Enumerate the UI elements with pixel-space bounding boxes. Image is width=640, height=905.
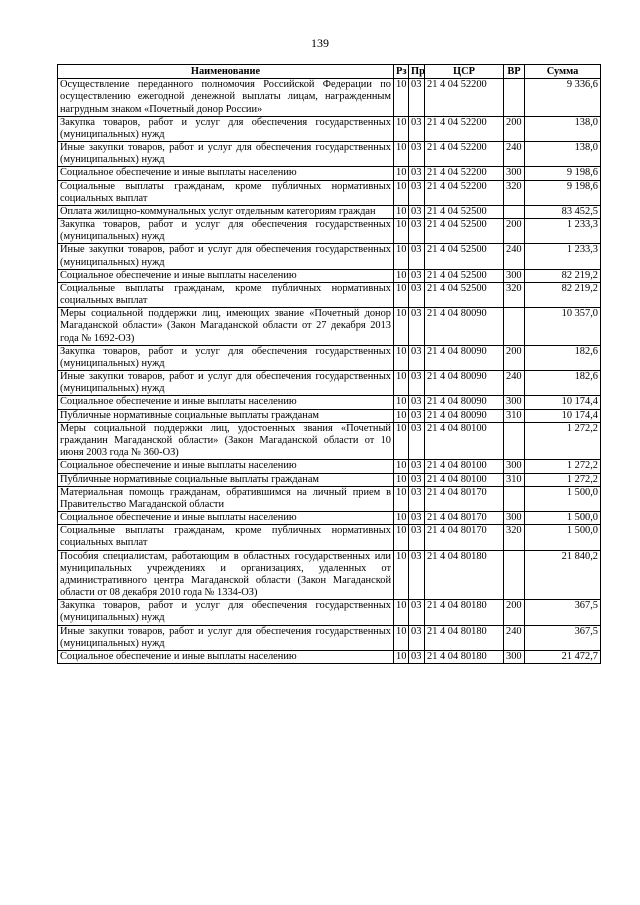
row-name-cell: Закупка товаров, работ и услуг для обеспечения государственных (муниципальных) нужд [58,600,394,625]
row-csr-cell: 21 4 04 52500 [425,205,504,218]
row-csr-cell: 21 4 04 80100 [425,422,504,460]
row-vr-cell: 310 [504,473,525,486]
row-name-cell: Иные закупки товаров, работ и услуг для обеспечения государственных (муниципальных) нужд [58,142,394,167]
budget-table [57,64,601,664]
row-csr-cell: 21 4 04 52200 [425,79,504,117]
row-pr-cell: 03 [409,142,425,167]
row-pr-cell: 03 [409,167,425,180]
row-vr-cell: 320 [504,525,525,550]
row-pr-cell: 03 [409,625,425,650]
row-name-cell: Закупка товаров, работ и услуг для обеспечения государственных (муниципальных) нужд [58,345,394,370]
table-row [58,550,601,600]
row-vr-cell: 240 [504,371,525,396]
row-name-cell: Социальное обеспечение и иные выплаты населению [58,512,394,525]
row-vr-cell: 300 [504,650,525,663]
row-csr-cell: 21 4 04 80090 [425,396,504,409]
row-sum-cell: 82 219,2 [525,269,601,282]
table-row [58,167,601,180]
row-vr-cell: 320 [504,282,525,307]
row-name-cell: Пособия специалистам, работающим в областных государственных или муниципальных учреждениях и организациях, удаленных от административного центра Магаданской области (Закон Магаданской области от 08 декабря 2010 года № 1334-ОЗ) [58,550,394,600]
row-rz-cell: 10 [394,269,409,282]
row-rz-cell: 10 [394,460,409,473]
row-pr-cell: 03 [409,473,425,486]
table-row [58,512,601,525]
row-vr-cell: 240 [504,142,525,167]
row-name-cell: Социальные выплаты гражданам, кроме публичных нормативных социальных выплат [58,525,394,550]
row-name-cell: Социальное обеспечение и иные выплаты населению [58,460,394,473]
row-rz-cell: 10 [394,142,409,167]
row-vr-cell: 320 [504,180,525,205]
row-sum-cell: 9 198,6 [525,167,601,180]
row-sum-cell: 1 500,0 [525,512,601,525]
row-rz-cell: 10 [394,600,409,625]
row-csr-cell: 21 4 04 52500 [425,244,504,269]
row-sum-cell: 182,6 [525,371,601,396]
row-rz-cell: 10 [394,422,409,460]
row-pr-cell: 03 [409,205,425,218]
row-sum-cell: 1 272,2 [525,422,601,460]
row-sum-cell: 9 336,6 [525,79,601,117]
row-csr-cell: 21 4 04 80170 [425,512,504,525]
row-name-cell: Социальное обеспечение и иные выплаты населению [58,269,394,282]
table-row [58,244,601,269]
row-rz-cell: 10 [394,625,409,650]
row-name-cell: Социальное обеспечение и иные выплаты населению [58,167,394,180]
row-csr-cell: 21 4 04 80090 [425,371,504,396]
table-row [58,79,601,117]
row-pr-cell: 03 [409,600,425,625]
row-sum-cell: 367,5 [525,625,601,650]
row-vr-cell [504,79,525,117]
table-row [58,650,601,663]
row-name-cell: Закупка товаров, работ и услуг для обеспечения государственных (муниципальных) нужд [58,116,394,141]
row-name-cell: Закупка товаров, работ и услуг для обеспечения государственных (муниципальных) нужд [58,219,394,244]
column-header-pr: Пр [409,65,425,79]
table-row [58,396,601,409]
row-pr-cell: 03 [409,486,425,511]
row-rz-cell: 10 [394,180,409,205]
table-row [58,282,601,307]
row-vr-cell: 200 [504,345,525,370]
row-rz-cell: 10 [394,282,409,307]
row-csr-cell: 21 4 04 52500 [425,219,504,244]
row-vr-cell: 240 [504,244,525,269]
row-sum-cell: 1 272,2 [525,460,601,473]
row-sum-cell: 1 233,3 [525,219,601,244]
table-row [58,460,601,473]
column-header-name: Наименование [58,65,394,79]
row-sum-cell: 10 174,4 [525,409,601,422]
row-name-cell: Социальное обеспечение и иные выплаты населению [58,650,394,663]
page-number: 139 [311,36,329,50]
row-vr-cell [504,486,525,511]
row-sum-cell: 82 219,2 [525,282,601,307]
row-name-cell: Публичные нормативные социальные выплаты гражданам [58,473,394,486]
row-pr-cell: 03 [409,525,425,550]
row-pr-cell: 03 [409,422,425,460]
row-pr-cell: 03 [409,219,425,244]
row-sum-cell: 21 840,2 [525,550,601,600]
column-header-sum: Сумма [525,65,601,79]
row-vr-cell [504,422,525,460]
row-csr-cell: 21 4 04 80170 [425,525,504,550]
row-name-cell: Материальная помощь гражданам, обратившимся на личный прием в Правительство Магаданской области [58,486,394,511]
row-pr-cell: 03 [409,396,425,409]
row-name-cell: Меры социальной поддержки лиц, имеющих звание «Почетный донор Магаданской области» (Закон Магаданской области от 27 декабря 2013 года № 1692-ОЗ) [58,308,394,346]
row-sum-cell: 21 472,7 [525,650,601,663]
row-name-cell: Меры социальной поддержки лиц, удостоенных звания «Почетный гражданин Магаданской области» (Закон Магаданской области от 10 июня 2003 года № 360-ОЗ) [58,422,394,460]
row-rz-cell: 10 [394,550,409,600]
row-sum-cell: 182,6 [525,345,601,370]
row-csr-cell: 21 4 04 80170 [425,486,504,511]
row-sum-cell: 1 272,2 [525,473,601,486]
row-csr-cell: 21 4 04 80100 [425,460,504,473]
column-header-csr: ЦСР [425,65,504,79]
row-csr-cell: 21 4 04 52200 [425,167,504,180]
row-rz-cell: 10 [394,308,409,346]
row-sum-cell: 138,0 [525,142,601,167]
row-sum-cell: 10 357,0 [525,308,601,346]
row-pr-cell: 03 [409,244,425,269]
table-row [58,308,601,346]
row-rz-cell: 10 [394,244,409,269]
row-sum-cell: 1 233,3 [525,244,601,269]
row-csr-cell: 21 4 04 80090 [425,345,504,370]
row-vr-cell: 300 [504,512,525,525]
row-csr-cell: 21 4 04 52500 [425,282,504,307]
table-row [58,486,601,511]
table-row [58,269,601,282]
row-pr-cell: 03 [409,282,425,307]
column-header-rz: Рз [394,65,409,79]
row-pr-cell: 03 [409,116,425,141]
row-rz-cell: 10 [394,205,409,218]
row-name-cell: Иные закупки товаров, работ и услуг для обеспечения государственных (муниципальных) нужд [58,371,394,396]
table-row [58,600,601,625]
row-name-cell: Социальные выплаты гражданам, кроме публичных нормативных социальных выплат [58,282,394,307]
row-csr-cell: 21 4 04 80180 [425,550,504,600]
row-name-cell: Осуществление переданного полномочия Российской Федерации по осуществлению ежегодной денежной выплаты лицам, награжденным нагрудным знаком «Почетный донор России» [58,79,394,117]
row-csr-cell: 21 4 04 80180 [425,625,504,650]
row-name-cell: Социальное обеспечение и иные выплаты населению [58,396,394,409]
row-rz-cell: 10 [394,116,409,141]
row-sum-cell: 83 452,5 [525,205,601,218]
row-rz-cell: 10 [394,473,409,486]
row-csr-cell: 21 4 04 80090 [425,409,504,422]
row-pr-cell: 03 [409,371,425,396]
row-pr-cell: 03 [409,269,425,282]
table-row [58,142,601,167]
table-row [58,409,601,422]
row-name-cell: Публичные нормативные социальные выплаты гражданам [58,409,394,422]
table-row [58,525,601,550]
row-csr-cell: 21 4 04 80090 [425,308,504,346]
table-row [58,473,601,486]
row-vr-cell: 300 [504,460,525,473]
row-pr-cell: 03 [409,180,425,205]
row-rz-cell: 10 [394,79,409,117]
table-row [58,625,601,650]
row-csr-cell: 21 4 04 80180 [425,650,504,663]
row-vr-cell: 300 [504,396,525,409]
row-name-cell: Оплата жилищно-коммунальных услуг отдельным категориям граждан [58,205,394,218]
row-pr-cell: 03 [409,550,425,600]
row-csr-cell: 21 4 04 52500 [425,269,504,282]
row-name-cell: Иные закупки товаров, работ и услуг для обеспечения государственных (муниципальных) нужд [58,625,394,650]
table-row [58,205,601,218]
table-row [58,371,601,396]
row-rz-cell: 10 [394,219,409,244]
row-pr-cell: 03 [409,650,425,663]
row-name-cell: Иные закупки товаров, работ и услуг для обеспечения государственных (муниципальных) нужд [58,244,394,269]
row-name-cell: Социальные выплаты гражданам, кроме публичных нормативных социальных выплат [58,180,394,205]
row-csr-cell: 21 4 04 80100 [425,473,504,486]
table-row [58,116,601,141]
row-vr-cell: 200 [504,116,525,141]
row-rz-cell: 10 [394,345,409,370]
row-vr-cell [504,308,525,346]
row-csr-cell: 21 4 04 80180 [425,600,504,625]
row-vr-cell [504,550,525,600]
row-pr-cell: 03 [409,409,425,422]
row-vr-cell [504,205,525,218]
row-sum-cell: 1 500,0 [525,525,601,550]
row-sum-cell: 9 198,6 [525,180,601,205]
row-sum-cell: 138,0 [525,116,601,141]
row-vr-cell: 200 [504,219,525,244]
table-row [58,422,601,460]
row-rz-cell: 10 [394,486,409,511]
table-row [58,180,601,205]
row-rz-cell: 10 [394,167,409,180]
row-csr-cell: 21 4 04 52200 [425,180,504,205]
row-csr-cell: 21 4 04 52200 [425,142,504,167]
row-rz-cell: 10 [394,650,409,663]
row-rz-cell: 10 [394,371,409,396]
row-pr-cell: 03 [409,345,425,370]
row-rz-cell: 10 [394,396,409,409]
row-vr-cell: 310 [504,409,525,422]
row-rz-cell: 10 [394,525,409,550]
row-pr-cell: 03 [409,512,425,525]
row-sum-cell: 1 500,0 [525,486,601,511]
row-sum-cell: 367,5 [525,600,601,625]
row-csr-cell: 21 4 04 52200 [425,116,504,141]
row-rz-cell: 10 [394,512,409,525]
row-rz-cell: 10 [394,409,409,422]
row-vr-cell: 300 [504,167,525,180]
row-vr-cell: 200 [504,600,525,625]
table-row [58,219,601,244]
row-vr-cell: 300 [504,269,525,282]
row-sum-cell: 10 174,4 [525,396,601,409]
column-header-vr: ВР [504,65,525,79]
table-header-row [58,65,601,79]
row-pr-cell: 03 [409,460,425,473]
table-row [58,345,601,370]
row-pr-cell: 03 [409,79,425,117]
table-body [58,79,601,664]
row-pr-cell: 03 [409,308,425,346]
row-vr-cell: 240 [504,625,525,650]
